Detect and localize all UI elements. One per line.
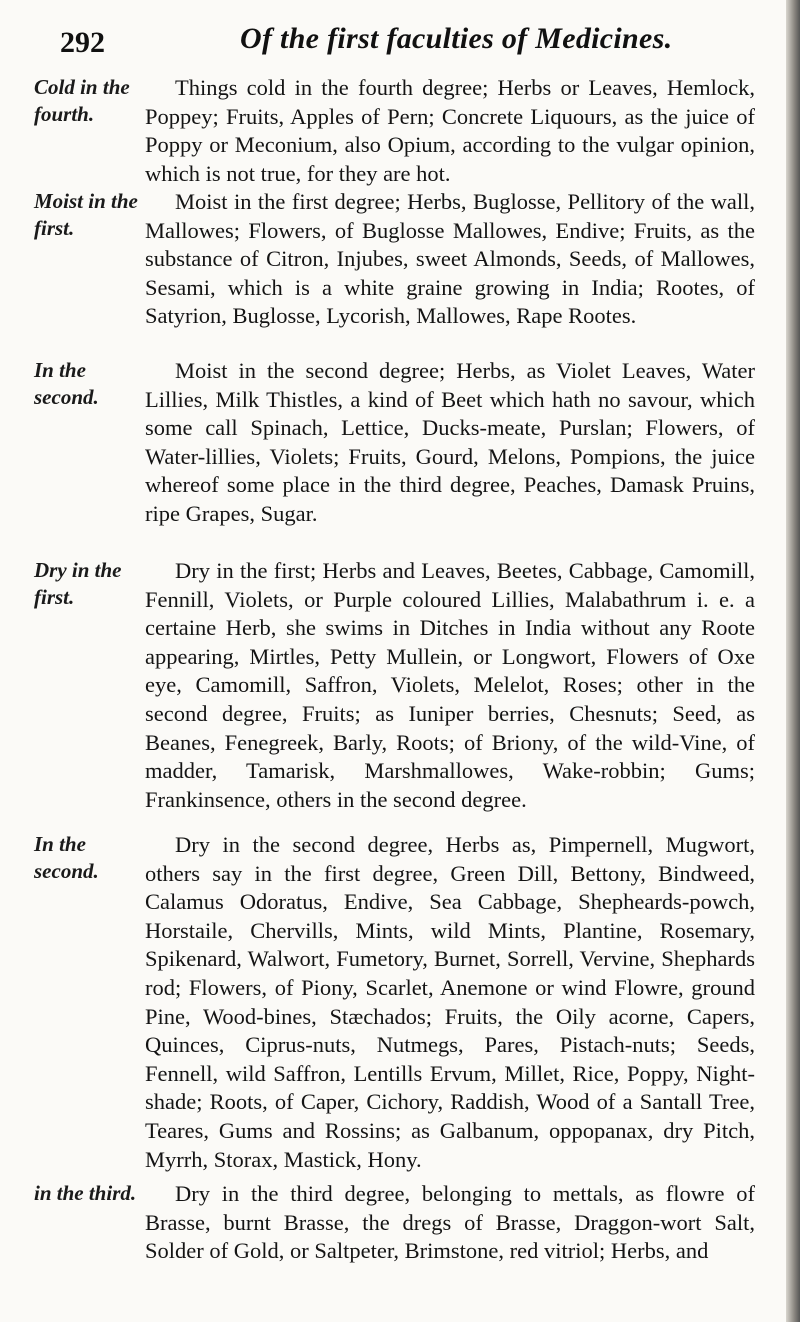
paragraph: Things cold in the fourth degree; Herbs or Leaves, Hemlock, Poppey; Fruits, Apples of Pern; Concrete Liquours, as the juice of Poppy or Meconium, also Opium, according to the vulgar opinion, which is not true, for they are hot.	[145, 75, 755, 186]
page-header	[60, 22, 760, 68]
paragraph: Moist in the first degree; Herbs, Buglosse, Pellitory of the wall, Mallowes; Flowers, of Buglosse Mallowes, Endive; Fruits, as the substance of Citron, Injubes, sweet Almonds, Seeds, of Mallowes, Sesami, which is a white graine growing in India; Rootes, of Satyrion, Buglosse, Lycorish, Mallowes, Rape Rootes.	[145, 189, 755, 329]
paragraph: Dry in the third degree, belonging to mettals, as flowre of Brasse, burnt Brasse, the dregs of Brasse, Draggon-wort Salt, Solder of Gold, or Saltpeter, Brimstone, red vitriol; Herbs, and	[145, 1181, 755, 1264]
paragraph: Dry in the first; Herbs and Leaves, Beetes, Cabbage, Camomill, Fennill, Violets, or Purple coloured Lillies, Malabathrum i. e. a certaine Herb, she swims in Ditches in India without any Roote appearing, Mirtles, Petty Mullein, or Longwort, Flowers of Oxe eye, Camomill, Saffron, Violets, Melelot, Roses; other in the second degree, Fruits; as Iuniper berries, Chesnuts; Seed, as Beanes, Fenegreek, Barly, Roots; of Briony, of the wild-Vine, of madder, Tamarisk, Marshmallowes, Wake-robbin; Gums; Frankinsence, others in the second degree.	[145, 558, 755, 812]
running-title: Of the first faculties of Medicines.	[240, 22, 673, 55]
side-note: in the third.	[34, 1181, 137, 1205]
side-note: In the second.	[34, 832, 99, 883]
side-note: In the second.	[34, 358, 99, 409]
side-note: Moist in the first.	[34, 189, 138, 240]
page-gutter	[786, 0, 800, 1322]
paragraph: Moist in the second degree; Herbs, as Violet Leaves, Water Lillies, Milk Thistles, a kind of Beet which hath no savour, which some call Spinach, Lettice, Ducks-meate, Purslan; Flowers, of Water-lillies, Violets; Fruits, Gourd, Melons, Pompions, the juice whereof some place in the third degree, Peaches, Damask Pruins, ripe Grapes, Sugar.	[145, 358, 755, 526]
side-note: Cold in the fourth.	[34, 75, 130, 126]
page-number: 292	[60, 26, 105, 59]
paragraph: Dry in the second degree, Herbs as, Pimpernell, Mugwort, others say in the first degree, Green Dill, Bettony, Bindweed, Calamus Odoratus, Endive, Sea Cabbage, Shepheards-powch, Horstaile, Chervills, Mints, wild Mints, Plantine, Rosemary, Spikenard, Walwort, Fumetory, Burnet, Sorrell, Vervine, Shephards rod; Flowers, of Piony, Scarlet, Anemone or wind Flowre, ground Pine, Wood-bines, Stæchados; Fruits, the Oily acorne, Capers, Quinces, Ciprus-nuts, Nutmegs, Pares, Pistach-nuts; Seeds, Fennell, wild Saffron, Lentills Ervum, Millet, Rice, Poppy, Night-shade; Roots, of Caper, Cichory, Raddish, Wood of a Santall Tree, Teares, Gums and Rossins; as Galbanum, oppopanax, dry Pitch, Myrrh, Storax, Mastick, Hony.	[145, 832, 755, 1172]
side-note: Dry in the first.	[34, 558, 122, 609]
